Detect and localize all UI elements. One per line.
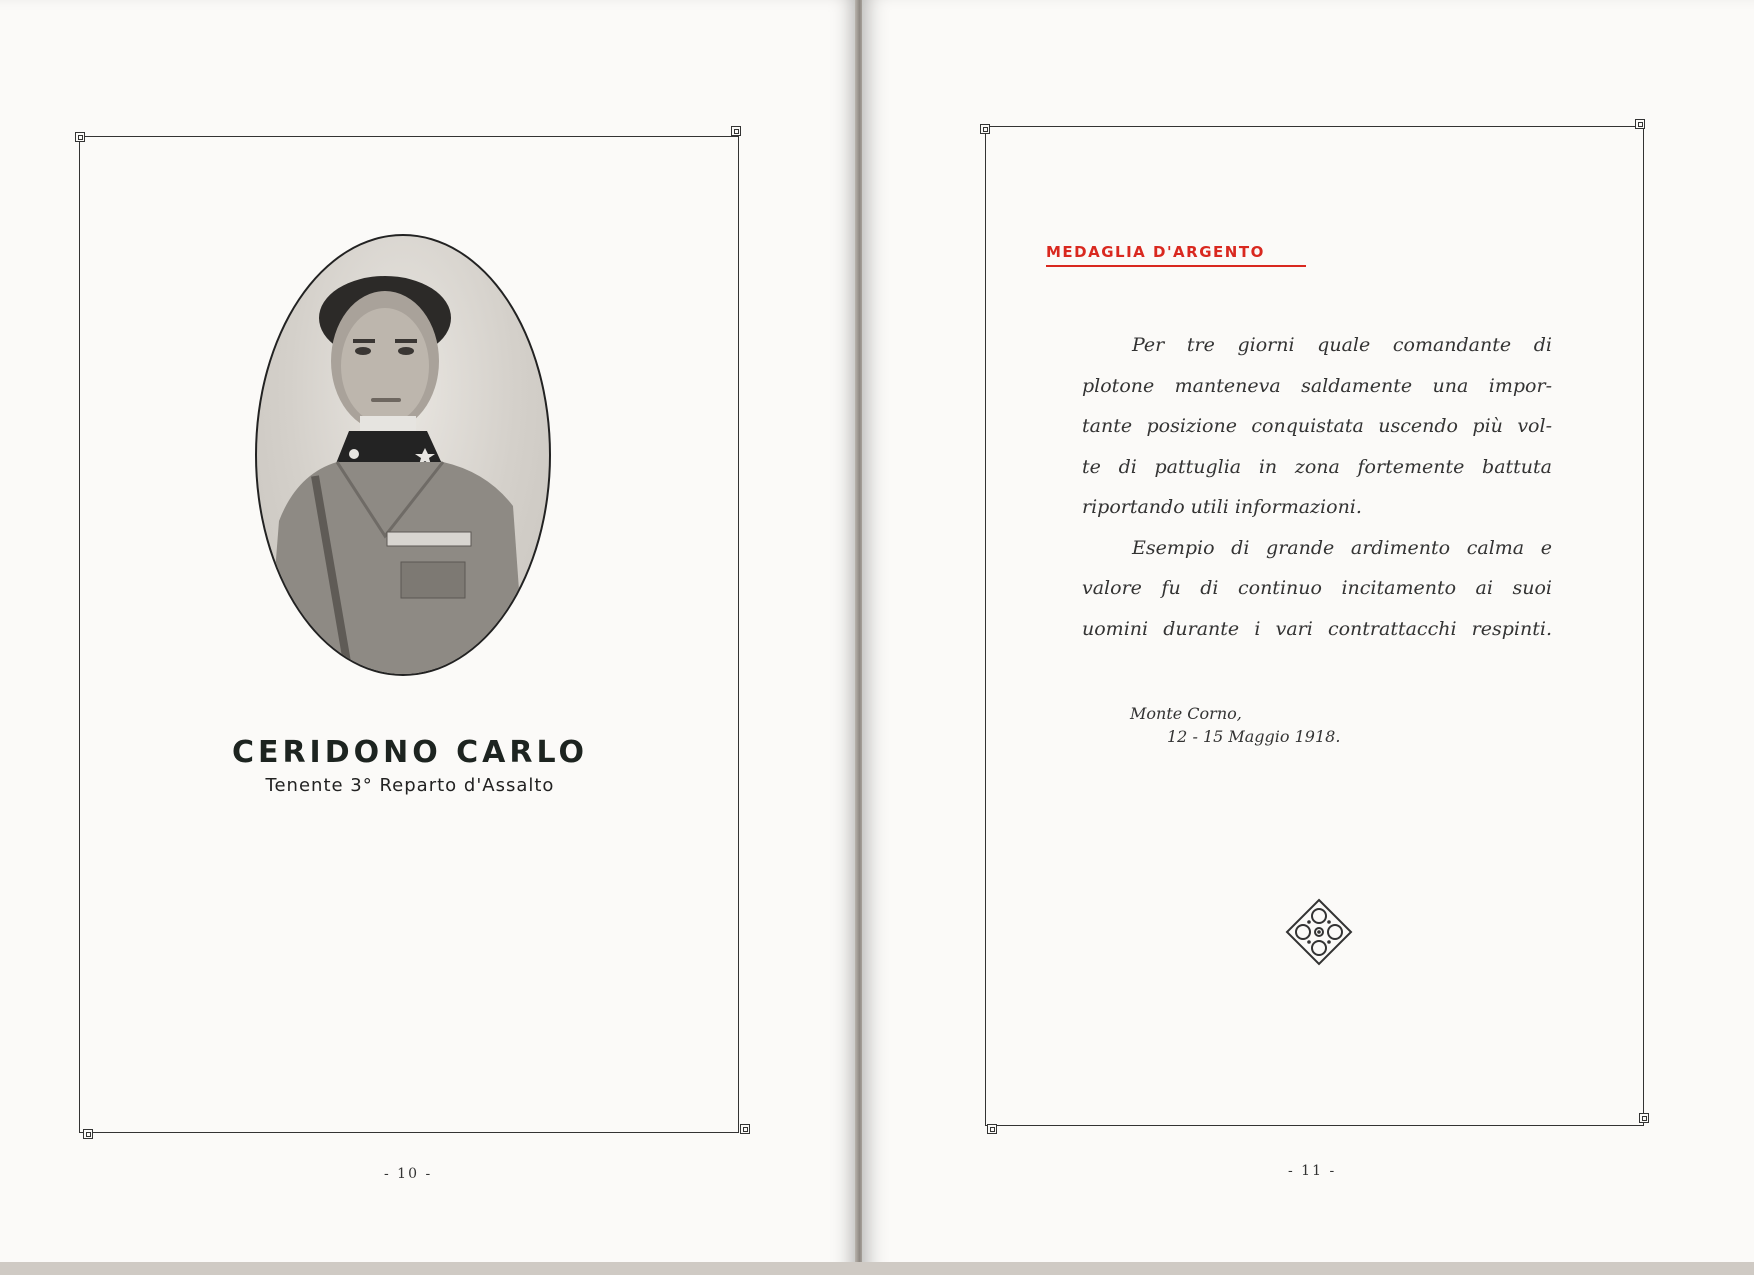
page-number-left: - 10 - xyxy=(384,1166,433,1182)
page-number-right: - 11 - xyxy=(1288,1163,1337,1179)
citation-line: Per tre giorni quale comandante di xyxy=(1132,334,1552,356)
citation-text xyxy=(1082,325,1552,649)
citation-line: te di pattuglia in zona fortemente battuta xyxy=(1082,455,1552,478)
citation-place: Monte Corno, xyxy=(1130,704,1242,723)
citation-date: 12 - 15 Maggio 1918. xyxy=(1167,727,1341,746)
oval-portrait-photo xyxy=(255,234,551,676)
square-ornament-icon xyxy=(83,1129,93,1139)
square-ornament-icon xyxy=(987,1124,997,1134)
book-bottom-edge xyxy=(0,1262,1754,1275)
square-ornament-icon xyxy=(731,126,741,136)
person-rank: Tenente 3° Reparto d'Assalto xyxy=(265,775,555,796)
citation-line: riportando utili informazioni. xyxy=(1082,496,1362,518)
citation-line: plotone manteneva saldamente una impor- xyxy=(1082,374,1552,397)
soldier-portrait-icon xyxy=(257,236,549,674)
citation-line: tante posizione conquistata uscendo più vol- xyxy=(1082,415,1552,437)
quatrefoil-ornament-icon xyxy=(1285,898,1353,966)
citation-line: Esempio di grande ardimento calma e xyxy=(1132,536,1552,559)
award-underline xyxy=(1046,265,1306,267)
square-ornament-icon xyxy=(75,132,85,142)
citation-line: valore fu di continuo incitamento ai suoi xyxy=(1082,577,1552,599)
square-ornament-icon xyxy=(1639,1113,1649,1123)
person-name: CERIDONO CARLO xyxy=(231,735,589,770)
citation-line: uomini durante i vari contrattacchi respinti. xyxy=(1082,617,1552,640)
award-heading: MEDAGLIA D'ARGENTO xyxy=(1046,243,1265,261)
left-page xyxy=(0,0,858,1275)
square-ornament-icon xyxy=(740,1124,750,1134)
square-ornament-icon xyxy=(980,124,990,134)
square-ornament-icon xyxy=(1635,119,1645,129)
